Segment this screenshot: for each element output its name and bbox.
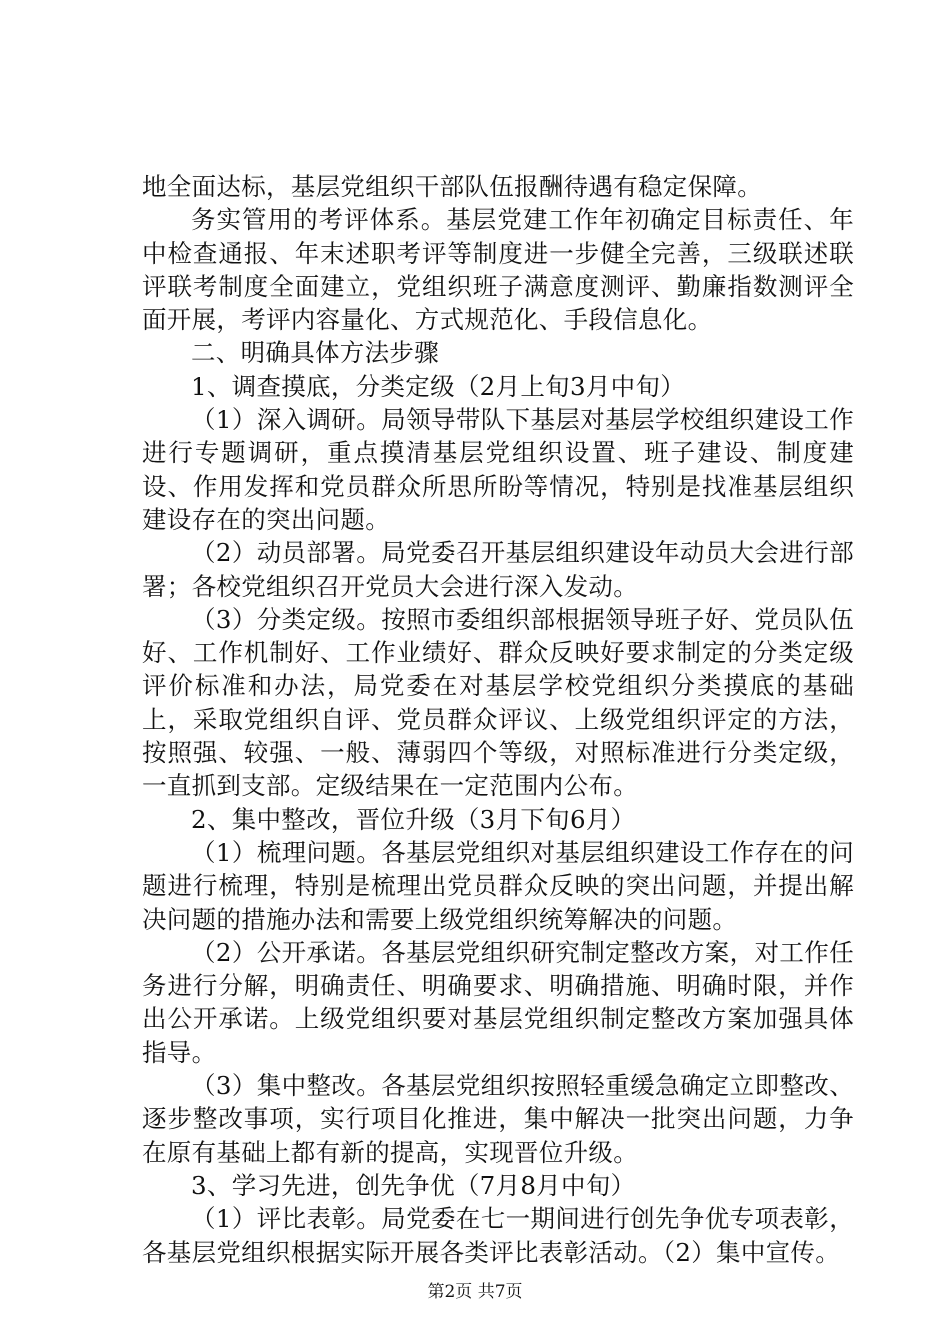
paragraph: （1）评比表彰。局党委在七一期间进行创先争优专项表彰，各基层党组织根据实际开展各类评比表彰活动。（2）集中宣传。 <box>142 1204 854 1267</box>
paragraph: 地全面达标，基层党组织干部队伍报酬待遇有稳定保障。 <box>142 172 762 201</box>
document-body <box>142 170 854 1269</box>
paragraph: 务实管用的考评体系。基层党建工作年初确定目标责任、年中检查通报、年末述职考评等制度进一步健全完善，三级联述联评联考制度全面建立，党组织班子满意度测评、勤廉指数测评全面开展，考评内容量化、方式规范化、手段信息化。 <box>142 205 854 335</box>
paragraph: 1、调查摸底，分类定级（2月上旬3月中旬） <box>191 371 686 401</box>
page-footer: 第2页 共7页 <box>427 1282 523 1302</box>
paragraph: 二、明确具体方法步骤 <box>191 338 439 368</box>
paragraph: （1）深入调研。局领导带队下基层对基层学校组织建设工作进行专题调研，重点摸清基层党组织设置、班子建设、制度建设、作用发挥和党员群众所思所盼等情况，特别是找准基层组织建设存在的突出问题。 <box>142 405 854 534</box>
paragraph: （2）公开承诺。各基层党组织研究制定整改方案，对工作任务进行分解，明确责任、明确要求、明确措施、明确时限，并作出公开承诺。上级党组织要对基层党组织制定整改方案加强具体指导。 <box>142 937 854 1067</box>
paragraph: （3）集中整改。各基层党组织按照轻重缓急确定立即整改、逐步整改事项，实行项目化推进，集中解决一批突出问题，力争在原有基础上都有新的提高，实现晋位升级。 <box>142 1071 854 1167</box>
paragraph: 3、学习先进，创先争优（7月8月中旬） <box>191 1170 636 1200</box>
paragraph: 2、集中整改，晋位升级（3月下旬6月） <box>191 804 636 834</box>
paragraph: （3）分类定级。按照市委组织部根据领导班子好、党员队伍好、工作机制好、工作业绩好、群众反映好要求制定的分类定级评价标准和办法，局党委在对基层学校党组织分类摸底的基础上，采取党组织自评、党员群众评议、上级党组织评定的方法，按照强、较强、一般、薄弱四个等级，对照标准进行分类定级，一直抓到支部。定级结果在一定范围内公布。 <box>142 604 854 801</box>
paragraph: （1）梳理问题。各基层党组织对基层组织建设工作存在的问题进行梳理，特别是梳理出党员群众反映的突出问题，并提出解决问题的措施办法和需要上级党组织统筹解决的问题。 <box>142 837 854 934</box>
paragraph: （2）动员部署。局党委召开基层组织建设年动员大会进行部署；各校党组织召开党员大会进行深入发动。 <box>142 538 854 601</box>
